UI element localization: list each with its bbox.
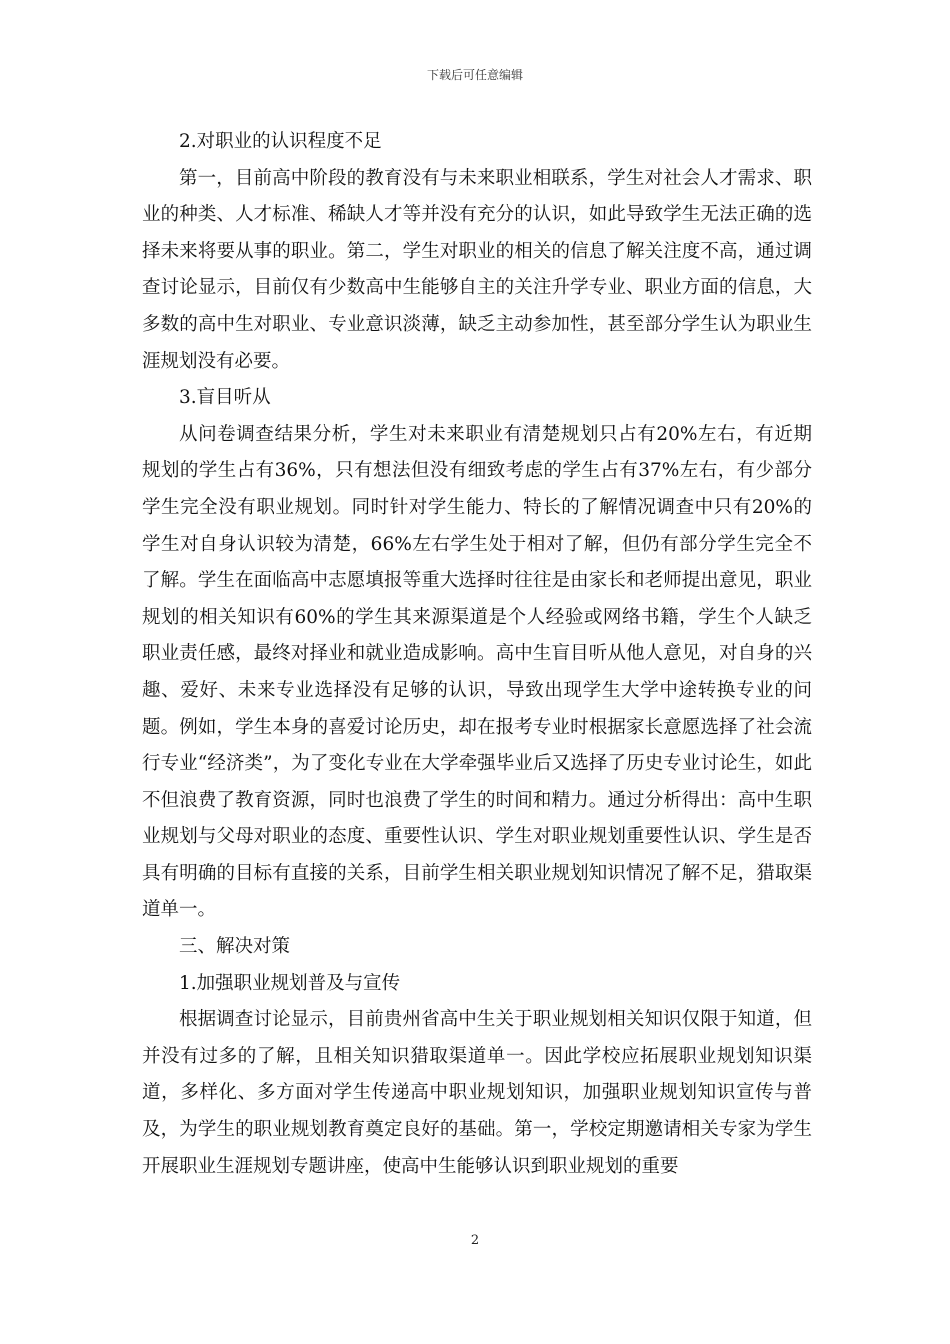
section-heading-promotion: 1.加强职业规划普及与宣传 (179, 972, 401, 994)
page-header: 下载后可任意编辑 (426, 68, 523, 82)
paragraph-career-awareness: 第一，目前高中阶段的教育没有与未来职业相联系，学生对社会人才需求、职业的种类、人才标准、稀缺人才等并没有充分的认识，如此导致学生无法正确的选择未来将要从事的职业。第二，学生对职业的相关的信息了解关注度不高，通过调查讨论显示，目前仅有少数高中生能够自主的关注升学专业、职业方面的信息，大多数的高中生对职业、专业意识淡薄，缺乏主动参加性，甚至部分学生认为职业生涯规划没有必要。 (142, 167, 812, 372)
section-heading-blind-following: 3.盲目听从 (179, 387, 271, 409)
paragraph-promotion: 根据调查讨论显示，目前贵州省高中生关于职业规划相关知识仅限于知道，但并没有过多的了解，且相关知识猎取渠道单一。因此学校应拓展职业规划知识渠道，多样化、多方面对学生传递高中职业规划知识，加强职业规划知识宣传与普及，为学生的职业规划教育奠定良好的基础。第一，学校定期邀请相关专家为学生开展职业生涯规划专题讲座，使高中生能够认识到职业规划的重要 (142, 1009, 812, 1177)
page-number: 2 (470, 1233, 480, 1248)
paragraph-blind-following: 从问卷调查结果分析，学生对未来职业有清楚规划只占有20%左右，有近期规划的学生占有36%，只有想法但没有细致考虑的学生占有37%左右，有少部分学生完全没有职业规划。同时针对学生能力、特长的了解情况调查中只有20%的学生对自身认识较为清楚，66%左右学生处于相对了解，但仍有部分学生完全不了解。学生在面临高中志愿填报等重大选择时往往是由家长和老师提出意见，职业规划的相关知识有60%的学生其来源渠道是个人经验或网络书籍，学生个人缺乏职业责任感，最终对择业和就业造成影响。高中生盲目听从他人意见，对自身的兴趣、爱好、未来专业选择没有足够的认识，导致出现学生大学中途转换专业的问题。例如，学生本身的喜爱讨论历史，却在报考专业时根据家长意愿选择了社会流行专业“经济类”，为了变化专业在大学牵强毕业后又选择了历史专业讨论生，如此不但浪费了教育资源，同时也浪费了学生的时间和精力。通过分析得出：高中生职业规划与父母对职业的态度、重要性认识、学生对职业规划重要性认识、学生是否具有明确的目标有直接的关系，目前学生相关职业规划知识情况了解不足，猎取渠道单一。 (142, 423, 812, 921)
section-heading-solutions: 三、解决对策 (179, 936, 291, 958)
section-heading-career-awareness: 2.对职业的认识程度不足 (179, 131, 382, 152)
document-body (142, 124, 812, 1185)
